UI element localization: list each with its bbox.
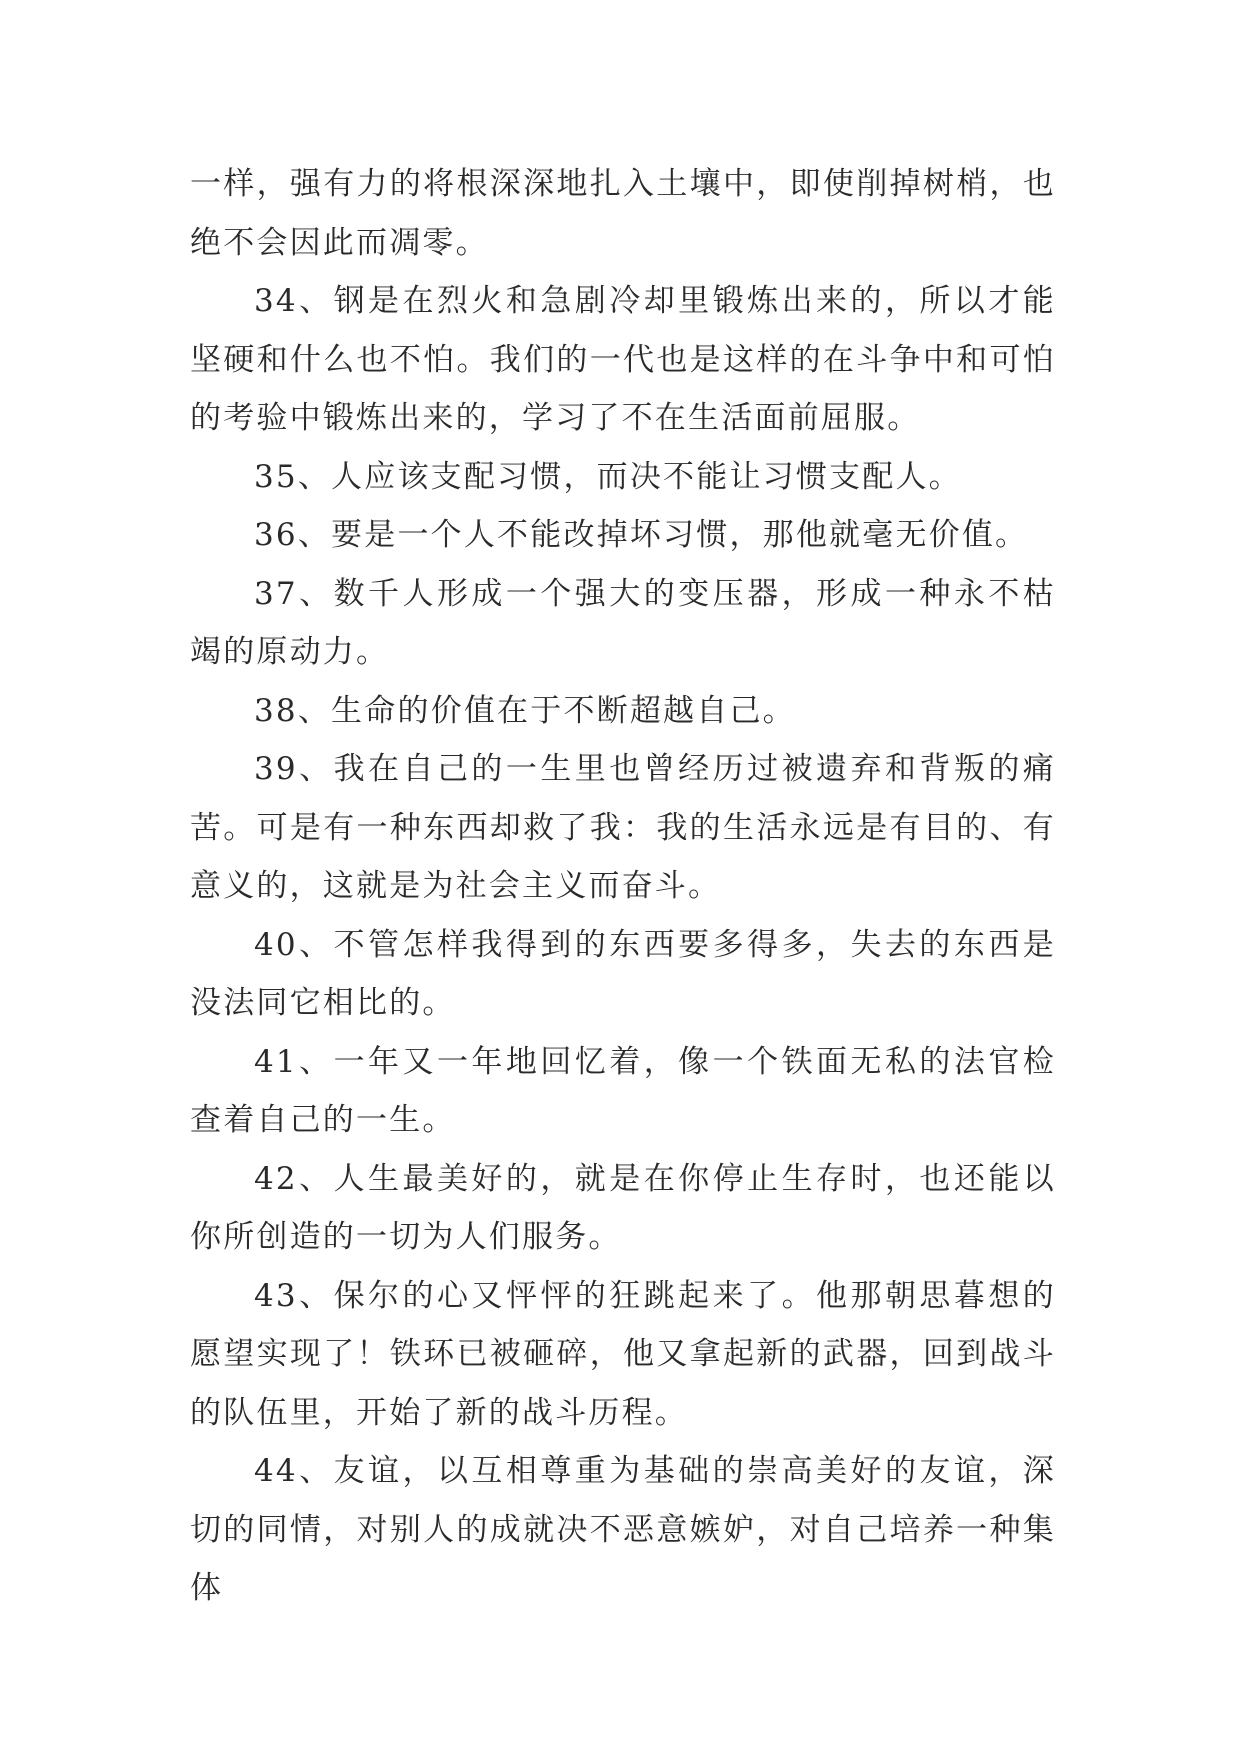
quote-35: 35、人应该支配习惯，而决不能让习惯支配人。 <box>254 458 962 495</box>
quote-40: 40、不管怎样我得到的东西要多得多，失去的东西是没法同它相比的。 <box>190 926 1056 1021</box>
quote-41: 41、一年又一年地回忆着，像一个铁面无私的法官检查着自己的一生。 <box>190 1043 1056 1138</box>
quote-44: 44、友谊，以互相尊重为基础的崇高美好的友谊，深切的同情，对别人的成就决不恶意嫉妒，对自己培养一种集体 <box>190 1453 1056 1606</box>
quote-43: 43、保尔的心又怦怦的狂跳起来了。他那朝思暮想的愿望实现了！铁环已被砸碎，他又拿起新的武器，回到战斗的队伍里，开始了新的战斗历程。 <box>190 1277 1056 1431</box>
document-body <box>190 155 1056 1618</box>
quote-36: 36、要是一个人不能改掉坏习惯，那他就毫无价值。 <box>254 517 1029 553</box>
quote-38: 38、生命的价值在于不断超越自己。 <box>254 692 796 729</box>
quote-34: 34、钢是在烈火和急剧冷却里锻炼出来的，所以才能坚硬和什么也不怕。我们的一代也是这样的在斗争中和可怕的考验中锻炼出来的，学习了不在生活面前屈服。 <box>190 283 1056 436</box>
quote-42: 42、人生最美好的，就是在你停止生存时，也还能以你所创造的一切为人们服务。 <box>190 1160 1056 1255</box>
quote-37: 37、数千人形成一个强大的变压器，形成一种永不枯竭的原动力。 <box>190 575 1056 670</box>
quote-39: 39、我在自己的一生里也曾经历过被遗弃和背叛的痛苦。可是有一种东西却救了我：我的生活永远是有目的、有意义的，这就是为社会主义而奋斗。 <box>190 751 1056 904</box>
paragraph-continuation: 一样，强有力的将根深深地扎入土壤中，即使削掉树梢，也绝不会因此而凋零。 <box>190 166 1056 261</box>
